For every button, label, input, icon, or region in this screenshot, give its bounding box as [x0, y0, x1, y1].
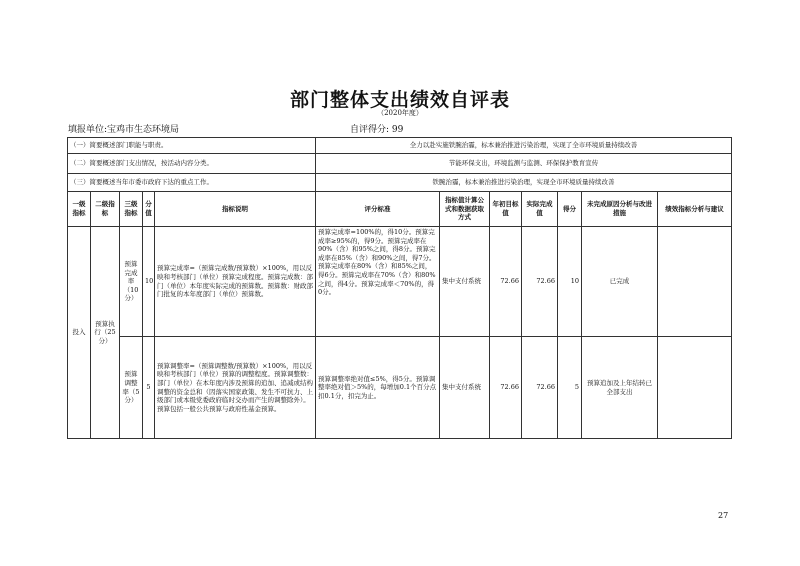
- col-target: 年初目标值: [490, 192, 522, 227]
- col-formula: 指标值计算公式和数据获取方式: [440, 192, 490, 227]
- page-title: 部门整体支出绩效自评表: [289, 89, 510, 111]
- table-row: [68, 337, 732, 439]
- col-level1: 一级指标: [68, 192, 91, 227]
- col-reason: 未完成原因分析与改进措施: [582, 192, 658, 227]
- col-suggestion: 绩效指标分析与建议: [658, 192, 732, 227]
- criteria-cell: 预算完成率=100%的，得10分。预算完成率≥95%的，得9分。预算完成率在90%（含）和95%之间，得8分。预算完成率在85%（含）和90%之间，得7分。预算完成率在80%（含）和85%之间，得6分。预算完成率在70%（含）和80%之间，得4分。预算完成率＜70%的，得0分。: [316, 227, 440, 337]
- col-criteria: 评分标准: [316, 192, 440, 227]
- table-row: [68, 227, 732, 337]
- col-desc: 指标说明: [155, 192, 316, 227]
- actual-cell: 72.66: [522, 337, 558, 439]
- target-cell: 72.66: [490, 227, 522, 337]
- level1-cell: 投入: [68, 227, 91, 439]
- performance-table: [67, 137, 732, 439]
- col-level2: 二级指标: [91, 192, 120, 227]
- score-value-cell: 10: [143, 227, 155, 337]
- target-cell: 72.66: [490, 337, 522, 439]
- overview-content: 铁腕治霾，标本兼治推进污染治理，实现全市环境质量持续改善: [316, 174, 732, 192]
- overview-label: （一）简要概述部门职能与职责。: [68, 138, 316, 154]
- score-cell: 5: [558, 337, 582, 439]
- overview-content: 全力以赴实施铁腕治霾，标本兼治推进污染治理，实现了全市环境质量持续改善: [316, 138, 732, 154]
- overview-row: [68, 154, 732, 174]
- col-score-value: 分值: [143, 192, 155, 227]
- overview-label: （二）简要概述部门支出情况，按活动内容分类。: [68, 154, 316, 174]
- column-header-row: [68, 192, 732, 227]
- overview-label: （三）简要概述当年市委市政府下达的重点工作。: [68, 174, 316, 192]
- level2-cell: 预算执行（25分）: [91, 227, 120, 439]
- col-score: 得分: [558, 192, 582, 227]
- score-value-cell: 5: [143, 337, 155, 439]
- overview-row: [68, 174, 732, 192]
- reason-cell: 已完成: [582, 227, 658, 337]
- suggestion-cell: [658, 337, 732, 439]
- level3-cell: 预算调整率（5分）: [120, 337, 143, 439]
- col-actual: 实际完成值: [522, 192, 558, 227]
- desc-cell: 预算完成率=（预算完成数/预算数）×100%，用以反映和考核部门（单位）预算完成程度。预算完成数：部门（单位）本年度实际完成的预算数。预算数：财政部门批复的本年度部门（单位）预算数。: [155, 227, 316, 337]
- level3-cell: 预算完成率（10分）: [120, 227, 143, 337]
- self-eval-score: 自评得分: 99: [350, 125, 404, 135]
- criteria-cell: 预算调整率绝对值≤5%，得5分。预算调整率绝对值＞5%的，每增加0.1个百分点扣0.1分，扣完为止。: [316, 337, 440, 439]
- filler-unit: 填报单位:宝鸡市生态环境局: [68, 125, 180, 135]
- formula-cell: 集中支付系统: [440, 337, 490, 439]
- col-level3: 三级指标: [120, 192, 143, 227]
- actual-cell: 72.66: [522, 227, 558, 337]
- formula-cell: 集中支付系统: [440, 227, 490, 337]
- suggestion-cell: [658, 227, 732, 337]
- report-year: （2020年度）: [377, 109, 423, 117]
- overview-row: [68, 138, 732, 154]
- score-cell: 10: [558, 227, 582, 337]
- overview-content: 节能环保支出，环境监测与监测、环保保护教育宣传: [316, 154, 732, 174]
- desc-cell: 预算调整率=（预算调整数/预算数）×100%，用以反映和考核部门（单位）预算的调整程度。预算调整数：部门（单位）在本年度内涉及预算的追加、追减或结构调整的资金总和（因落实国家政策、发生不可抗力、上级部门或本级党委政府临时交办而产生的调整除外）。预算包括一般公共预算与政府性基金预算。: [155, 337, 316, 439]
- page-number: 27: [718, 511, 729, 520]
- reason-cell: 预算追加及上年结转已全部支出: [582, 337, 658, 439]
